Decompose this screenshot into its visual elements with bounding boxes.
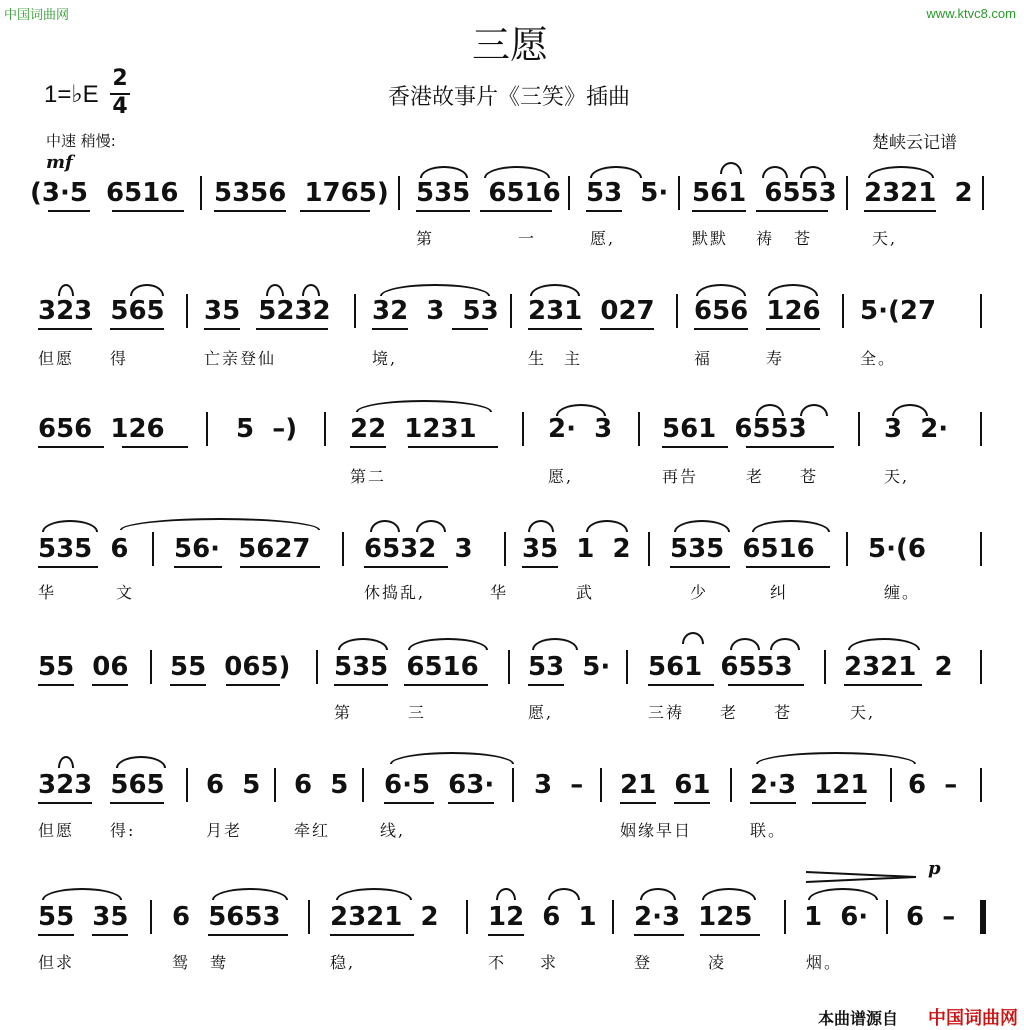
barline (600, 768, 602, 802)
measure: 5356 1765) (214, 178, 389, 208)
watermark-right: www.ktvc8.com (926, 6, 1016, 21)
song-subtitle: 香港故事片《三笑》插曲 (388, 85, 631, 110)
lyric: 苍 (794, 229, 813, 248)
barline (980, 294, 982, 328)
barline (824, 650, 826, 684)
barline (362, 768, 364, 802)
watermark-left: 中国词曲网 (4, 7, 70, 22)
measure: 6 5 (294, 770, 349, 800)
lyric: 天, (850, 703, 876, 722)
measure: 656 126 (38, 414, 165, 444)
barline (846, 176, 848, 210)
barline (982, 176, 984, 210)
barline (510, 294, 512, 328)
barline (890, 768, 892, 802)
measure: 1 6· (804, 902, 869, 932)
lyric: 愿, (528, 703, 554, 722)
barline (784, 900, 786, 934)
lyric: 苍 (800, 467, 819, 486)
lyric: 亡亲登仙 (204, 349, 277, 368)
measure: 2·3 121 (750, 770, 869, 800)
barline (200, 176, 202, 210)
barline (186, 294, 188, 328)
lyric: 再告 (662, 467, 699, 486)
measure: 12 6 1 (488, 902, 597, 932)
lyric: 联。 (750, 821, 787, 840)
barline (522, 412, 524, 446)
lyric: 得: (110, 821, 136, 840)
measure: 53 5· (528, 652, 611, 682)
lyric: 鸯 (210, 953, 229, 972)
barline (504, 532, 506, 566)
measure: 35 1 2 (522, 534, 631, 564)
measure: 6·5 63· (384, 770, 495, 800)
lyric-line-1 (0, 226, 1024, 248)
lyric: 老 (720, 703, 739, 722)
lyric-line-3 (0, 464, 1024, 486)
transcriber-credit: 楚峡云记谱 (872, 133, 957, 153)
measure: 3 – (534, 770, 584, 800)
lyric: 文 (116, 583, 135, 602)
song-title: 三愿 (472, 23, 549, 67)
score-system-6 (0, 770, 1024, 804)
lyric-line-6 (0, 818, 1024, 840)
tempo-marking: 中速 稍慢: (46, 132, 116, 150)
lyric: 三 (408, 703, 427, 722)
barline (324, 412, 326, 446)
barline (274, 768, 276, 802)
barline (342, 532, 344, 566)
measure: 561 6553 (692, 178, 837, 208)
lyric: 华 (490, 583, 509, 602)
barline (308, 900, 310, 934)
measure: 22 1231 (350, 414, 477, 444)
lyric: 福 (694, 349, 713, 368)
measure: 6 5 (206, 770, 261, 800)
score-system-7 (0, 902, 1024, 936)
measure: 56· 5627 (174, 534, 311, 564)
measure: (3·5 6516 (30, 178, 179, 208)
barline (678, 176, 680, 210)
measure: 6532 3 (364, 534, 473, 564)
barline (150, 900, 152, 934)
score-system-1 (0, 178, 1024, 212)
time-signature-top: 2 (112, 66, 128, 91)
measure: 323 565 (38, 770, 165, 800)
barline (858, 412, 860, 446)
measure: 6 5653 (172, 902, 281, 932)
lyric: 默默 (692, 229, 729, 248)
lyric: 缠。 (884, 583, 921, 602)
lyric: 得 (110, 349, 129, 368)
measure: 5·(27 (860, 296, 937, 326)
lyric: 华 (38, 583, 57, 602)
measure: 21 61 (620, 770, 711, 800)
lyric: 老 (746, 467, 765, 486)
barline (638, 412, 640, 446)
barline (612, 900, 614, 934)
barline (676, 294, 678, 328)
lyric: 境, (372, 349, 398, 368)
measure: 323 565 (38, 296, 165, 326)
measure: 6 – (906, 902, 956, 932)
measure: 55 06 (38, 652, 129, 682)
lyric: 寿 (766, 349, 785, 368)
measure: 561 6553 (648, 652, 793, 682)
barline (150, 650, 152, 684)
barline (980, 532, 982, 566)
decrescendo-hairpin (806, 868, 918, 880)
lyric: 登 (634, 953, 653, 972)
lyric-line-2 (0, 346, 1024, 368)
lyric: 天, (884, 467, 910, 486)
barline (354, 294, 356, 328)
measure: 535 6516 (416, 178, 561, 208)
barline (508, 650, 510, 684)
lyric: 愿, (590, 229, 616, 248)
measure: 535 6516 (334, 652, 479, 682)
measure: 32 3 53 (372, 296, 499, 326)
lyric: 但求 (38, 953, 75, 972)
barline (316, 650, 318, 684)
barline (512, 768, 514, 802)
measure: 535 6 (38, 534, 129, 564)
barline (980, 412, 982, 446)
barline (626, 650, 628, 684)
lyric: 但愿 (38, 349, 75, 368)
barline (186, 768, 188, 802)
lyric: 第 (416, 229, 435, 248)
barline (568, 176, 570, 210)
barline (398, 176, 400, 210)
lyric-line-7 (0, 950, 1024, 972)
lyric: 稳, (330, 953, 356, 972)
dynamic-mf: mf (46, 152, 73, 173)
lyric: 祷 (756, 229, 775, 248)
measure: 3 2· (884, 414, 949, 444)
lyric: 苍 (774, 703, 793, 722)
measure: 6 – (908, 770, 958, 800)
key-signature: 1=♭E (44, 81, 99, 108)
measure: 5 –) (236, 414, 298, 444)
final-barline (980, 900, 986, 934)
lyric: 第二 (350, 467, 387, 486)
measure: 2321 2 (864, 178, 973, 208)
time-signature-bottom: 4 (112, 94, 128, 119)
measure: 535 6516 (670, 534, 815, 564)
measure: 53 5· (586, 178, 669, 208)
measure: 231 027 (528, 296, 655, 326)
lyric: 天, (872, 229, 898, 248)
lyric: 第 (334, 703, 353, 722)
measure: 5·(6 (868, 534, 926, 564)
barline (842, 294, 844, 328)
barline (466, 900, 468, 934)
lyric: 线, (380, 821, 406, 840)
lyric: 姻缘早日 (620, 821, 693, 840)
lyric: 不 (488, 953, 507, 972)
lyric: 月老 (206, 821, 243, 840)
barline (206, 412, 208, 446)
measure: 55 35 (38, 902, 129, 932)
measure: 561 6553 (662, 414, 807, 444)
score-system-4 (0, 534, 1024, 568)
lyric: 烟。 (806, 953, 843, 972)
measure: 2321 2 (330, 902, 439, 932)
footer-source-label: 本曲谱源自 (818, 1009, 899, 1028)
measure: 55 065) (170, 652, 291, 682)
score-system-3 (0, 414, 1024, 448)
measure: 656 126 (694, 296, 821, 326)
barline (980, 768, 982, 802)
measure: 35 5232 (204, 296, 331, 326)
lyric: 愿, (548, 467, 574, 486)
score-system-5 (0, 652, 1024, 686)
lyric: 牵红 (294, 821, 331, 840)
lyric: 一 (518, 229, 537, 248)
lyric: 少 (690, 583, 709, 602)
footer-source-site[interactable]: 中国词曲网 (928, 1008, 1018, 1029)
lyric: 三祷 (648, 703, 685, 722)
lyric: 主 (564, 349, 583, 368)
barline (648, 532, 650, 566)
lyric: 全。 (860, 349, 897, 368)
lyric-line-4 (0, 580, 1024, 602)
barline (730, 768, 732, 802)
barline (886, 900, 888, 934)
lyric: 鸳 (172, 953, 191, 972)
measure: 2·3 125 (634, 902, 753, 932)
dynamic-p: p (928, 858, 941, 879)
barline (980, 650, 982, 684)
barline (846, 532, 848, 566)
lyric: 凌 (708, 953, 727, 972)
lyric: 休捣乱, (364, 583, 426, 602)
lyric: 求 (540, 953, 559, 972)
measure: 2· 3 (548, 414, 613, 444)
lyric: 武 (576, 583, 595, 602)
lyric: 纠 (770, 583, 789, 602)
barline (152, 532, 154, 566)
lyric: 但愿 (38, 821, 75, 840)
lyric-line-5 (0, 700, 1024, 722)
measure: 2321 2 (844, 652, 953, 682)
score-system-2 (0, 296, 1024, 330)
lyric: 生 (528, 349, 547, 368)
